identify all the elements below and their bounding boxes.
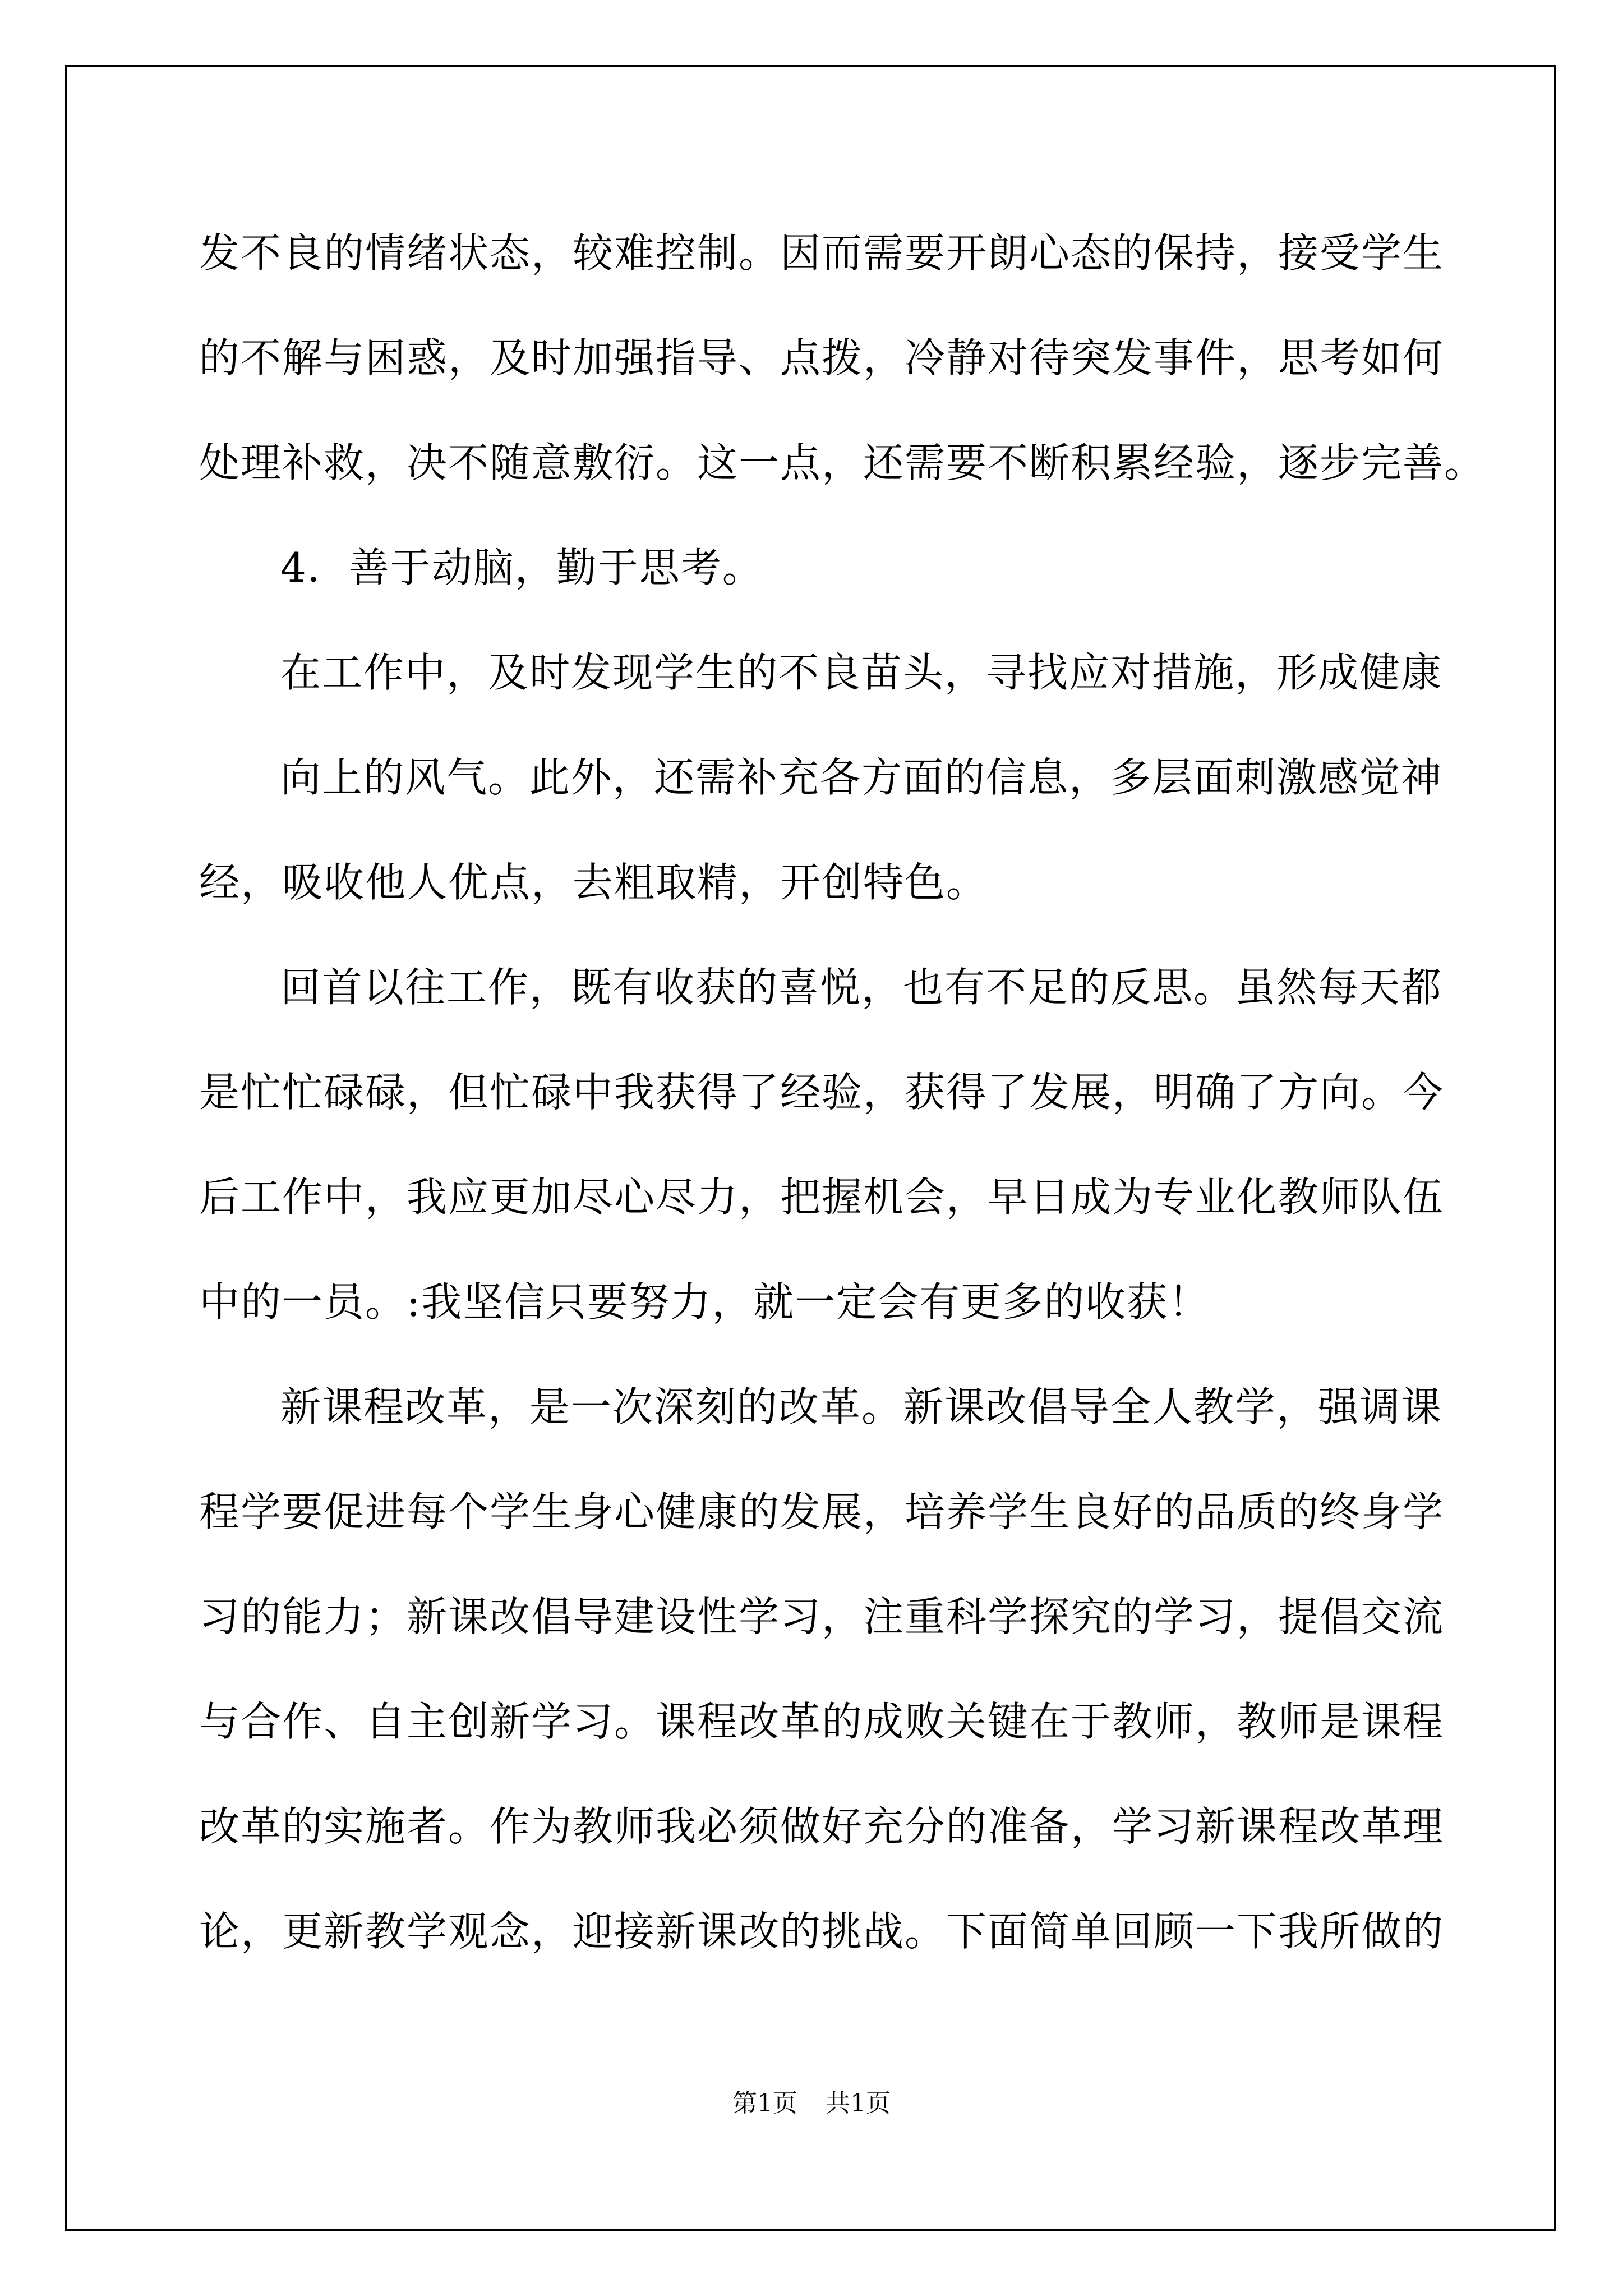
text-line: 后工作中，我应更加尽心尽力，把握机会，早日成为专业化教师队伍 — [199, 1174, 1445, 1221]
text-line: 程学要促进每个学生身心健康的发展，培养学生良好的品质的终身学 — [199, 1488, 1445, 1535]
text-line: 经，吸收他人优点，去粗取精，开创特色。 — [199, 859, 988, 906]
page-footer — [0, 2087, 1623, 2120]
text-line: 与合作、自主创新学习。课程改革的成败关键在于教师，教师是课程 — [199, 1698, 1445, 1745]
text-line: 新课程改革，是一次深刻的改革。新课改倡导全人教学，强调课 — [280, 1383, 1443, 1430]
text-line: 中的一员。:我坚信只要努力，就一定会有更多的收获！ — [199, 1278, 1210, 1326]
text-line: 的不解与困惑，及时加强指导、点拨，冷静对待突发事件，思考如何 — [199, 334, 1445, 381]
text-line: 发不良的情绪状态，较难控制。因而需要开朗心态的保持，接受学生 — [199, 229, 1445, 277]
page-number-current: 第1页 — [732, 2089, 797, 2118]
text-line: 处理补救，决不随意敷衍。这一点，还需要不断积累经验，逐步完善。 — [199, 439, 1486, 486]
text-line: 论，更新教学观念，迎接新课改的挑战。下面简单回顾一下我所做的 — [199, 1908, 1445, 1955]
text-line: 在工作中，及时发现学生的不良苗头，寻找应对措施，形成健康 — [280, 649, 1443, 696]
text-line: 4．善于动脑，勤于思考。 — [280, 544, 764, 591]
text-line: 是忙忙碌碌，但忙碌中我获得了经验，获得了发展，明确了方向。今 — [199, 1069, 1445, 1116]
text-line: 回首以往工作，既有收获的喜悦，也有不足的反思。虽然每天都 — [280, 964, 1443, 1011]
text-line: 改革的实施者。作为教师我必须做好充分的准备，学习新课程改革理 — [199, 1803, 1445, 1850]
text-line: 向上的风气。此外，还需补充各方面的信息，多层面刺激感觉神 — [280, 754, 1443, 801]
text-line: 习的能力；新课改倡导建设性学习，注重科学探究的学习，提倡交流 — [199, 1593, 1445, 1640]
page-number-total: 共1页 — [826, 2089, 891, 2118]
